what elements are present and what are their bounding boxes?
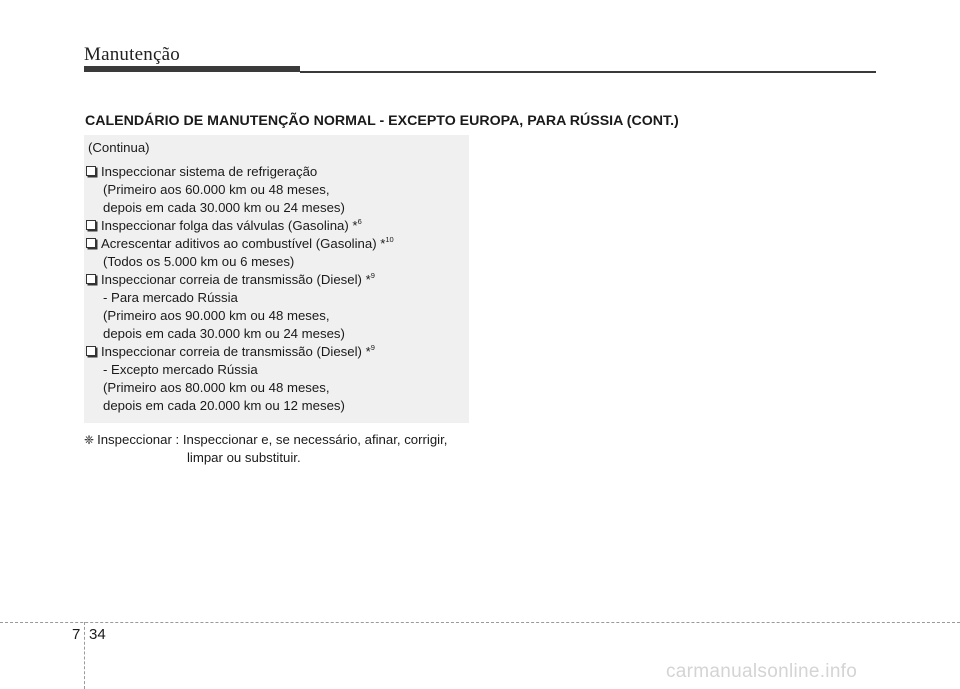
- checkbox-icon: [86, 346, 96, 356]
- footnote-ref: 9: [370, 343, 375, 352]
- item-detail: (Primeiro aos 80.000 km ou 48 meses,: [103, 380, 330, 395]
- footer-vertical-divider: [84, 622, 85, 689]
- list-item: [86, 272, 375, 288]
- list-item: [86, 344, 375, 360]
- header-title: Manutenção: [84, 44, 180, 65]
- footnote-ref: 6: [357, 217, 362, 226]
- chapter-number: 7: [72, 626, 81, 643]
- item-detail: (Primeiro aos 60.000 km ou 48 meses,: [103, 182, 330, 197]
- checkbox-icon: [86, 274, 96, 284]
- item-detail: depois em cada 30.000 km ou 24 meses): [103, 326, 345, 341]
- header-rule-thick: [84, 66, 300, 72]
- checkbox-icon: [86, 238, 96, 248]
- footnote-ref: 10: [385, 235, 394, 244]
- section-title: CALENDÁRIO DE MANUTENÇÃO NORMAL - EXCEPTO EUROPA, PARA RÚSSIA (CONT.): [85, 113, 679, 129]
- footer-divider: [0, 622, 960, 623]
- header-rule-thin: [300, 71, 876, 73]
- item-label: Inspeccionar folga das válvulas (Gasolina) *: [101, 218, 358, 233]
- item-detail: - Excepto mercado Rússia: [103, 362, 258, 377]
- item-detail: depois em cada 20.000 km ou 12 meses): [103, 398, 345, 413]
- item-label: Inspeccionar correia de transmissão (Diesel) *: [101, 272, 371, 287]
- continued-label: (Continua): [88, 140, 150, 155]
- checkbox-icon: [86, 166, 96, 176]
- note-line: [84, 432, 447, 448]
- page-number: 34: [89, 626, 106, 643]
- note-text: Inspeccionar : Inspeccionar e, se necessário, afinar, corrigir,: [97, 432, 448, 447]
- list-item: [86, 236, 394, 252]
- watermark: carmanualsonline.info: [666, 661, 858, 682]
- item-detail: (Todos os 5.000 km ou 6 meses): [103, 254, 295, 269]
- checkbox-icon: [86, 220, 96, 230]
- item-detail: depois em cada 30.000 km ou 24 meses): [103, 200, 345, 215]
- item-detail: (Primeiro aos 90.000 km ou 48 meses,: [103, 308, 330, 323]
- item-label: Inspeccionar correia de transmissão (Diesel) *: [101, 344, 371, 359]
- item-label: Acrescentar aditivos ao combustível (Gasolina) *: [101, 236, 386, 251]
- note-marker-icon: ❈: [84, 433, 95, 447]
- list-item: [86, 218, 362, 234]
- footnote-ref: 9: [370, 271, 375, 280]
- item-detail: - Para mercado Rússia: [103, 290, 238, 305]
- note-line-continued: limpar ou substituir.: [187, 450, 301, 465]
- item-label: Inspeccionar sistema de refrigeração: [101, 164, 318, 179]
- list-item: [86, 164, 317, 180]
